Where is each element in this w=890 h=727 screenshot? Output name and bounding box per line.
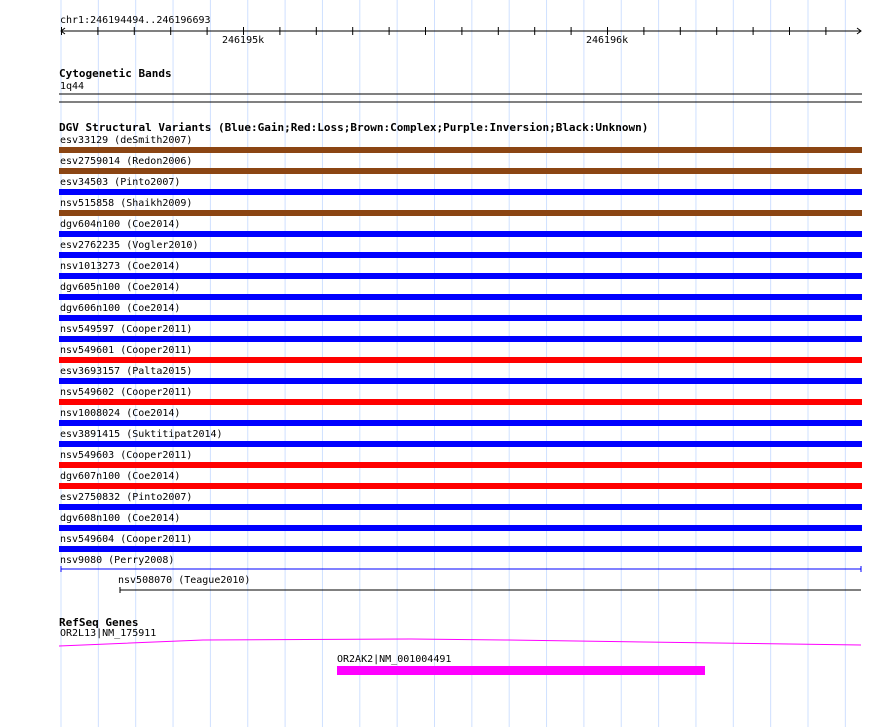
sv-label[interactable]: dgv604n100 (Coe2014) — [60, 219, 181, 230]
sv-label[interactable]: dgv606n100 (Coe2014) — [60, 303, 181, 314]
track-title-refseq: RefSeq Genes — [59, 616, 139, 629]
sv-bar[interactable] — [59, 294, 862, 300]
sv-bar[interactable] — [59, 189, 862, 195]
sv-label[interactable]: nsv515858 (Shaikh2009) — [60, 198, 193, 209]
sv-bar[interactable] — [59, 147, 862, 153]
track-title-dgv: DGV Structural Variants (Blue:Gain;Red:Loss;Brown:Complex;Purple:Inversion;Black:Unknown) — [59, 121, 649, 134]
sv-label[interactable]: nsv9080 (Perry2008) — [60, 555, 175, 566]
ruler-tick-label: 246195k — [222, 35, 265, 46]
sv-label[interactable]: esv2759014 (Redon2006) — [60, 156, 193, 167]
sv-label[interactable]: esv33129 (deSmith2007) — [60, 135, 193, 146]
sv-bar[interactable] — [59, 315, 862, 321]
sv-label[interactable]: dgv607n100 (Coe2014) — [60, 471, 181, 482]
sv-label[interactable]: dgv608n100 (Coe2014) — [60, 513, 181, 524]
sv-bar[interactable] — [59, 168, 862, 174]
sv-label[interactable]: nsv1008024 (Coe2014) — [60, 408, 181, 419]
sv-label[interactable]: esv34503 (Pinto2007) — [60, 177, 181, 188]
sv-bar[interactable] — [59, 441, 862, 447]
sv-bar[interactable] — [59, 525, 862, 531]
sv-bar[interactable] — [59, 231, 862, 237]
gene-exon[interactable] — [337, 666, 705, 675]
sv-label[interactable]: dgv605n100 (Coe2014) — [60, 282, 181, 293]
sv-label[interactable]: nsv549604 (Cooper2011) — [60, 534, 193, 545]
gene-label[interactable]: OR2L13|NM_175911 — [60, 628, 157, 639]
sv-label[interactable]: nsv549603 (Cooper2011) — [60, 450, 193, 461]
sv-label[interactable]: nsv508070 (Teague2010) — [118, 575, 251, 586]
gene-intron-line[interactable] — [59, 639, 861, 646]
cytoband-label[interactable]: 1q44 — [60, 81, 85, 92]
sv-label[interactable]: esv2762235 (Vogler2010) — [60, 240, 199, 251]
sv-label[interactable]: nsv549601 (Cooper2011) — [60, 345, 193, 356]
range-label: chr1:246194494..246196693 — [60, 15, 211, 26]
sv-label[interactable]: esv3693157 (Palta2015) — [60, 366, 193, 377]
sv-bar[interactable] — [59, 462, 862, 468]
ruler-axis — [61, 27, 861, 35]
sv-label[interactable]: nsv549597 (Cooper2011) — [60, 324, 193, 335]
sv-bar[interactable] — [59, 336, 862, 342]
sv-bar[interactable] — [59, 399, 862, 405]
sv-label[interactable]: esv3891415 (Suktitipat2014) — [60, 429, 223, 440]
gene-label[interactable]: OR2AK2|NM_001004491 — [337, 654, 452, 665]
sv-bar[interactable] — [59, 273, 862, 279]
ruler-tick-label: 246196k — [586, 35, 629, 46]
sv-label[interactable]: nsv549602 (Cooper2011) — [60, 387, 193, 398]
grid-lines — [61, 0, 845, 727]
track-title-cytoband: Cytogenetic Bands — [59, 67, 172, 80]
sv-bar[interactable] — [59, 420, 862, 426]
sv-bar[interactable] — [59, 483, 862, 489]
sv-bar[interactable] — [59, 378, 862, 384]
sv-bar[interactable] — [59, 546, 862, 552]
sv-label[interactable]: nsv1013273 (Coe2014) — [60, 261, 181, 272]
sv-bar[interactable] — [59, 252, 862, 258]
sv-bar[interactable] — [59, 504, 862, 510]
sv-bar[interactable] — [59, 357, 862, 363]
sv-label[interactable]: esv2750832 (Pinto2007) — [60, 492, 193, 503]
sv-bar[interactable] — [59, 210, 862, 216]
